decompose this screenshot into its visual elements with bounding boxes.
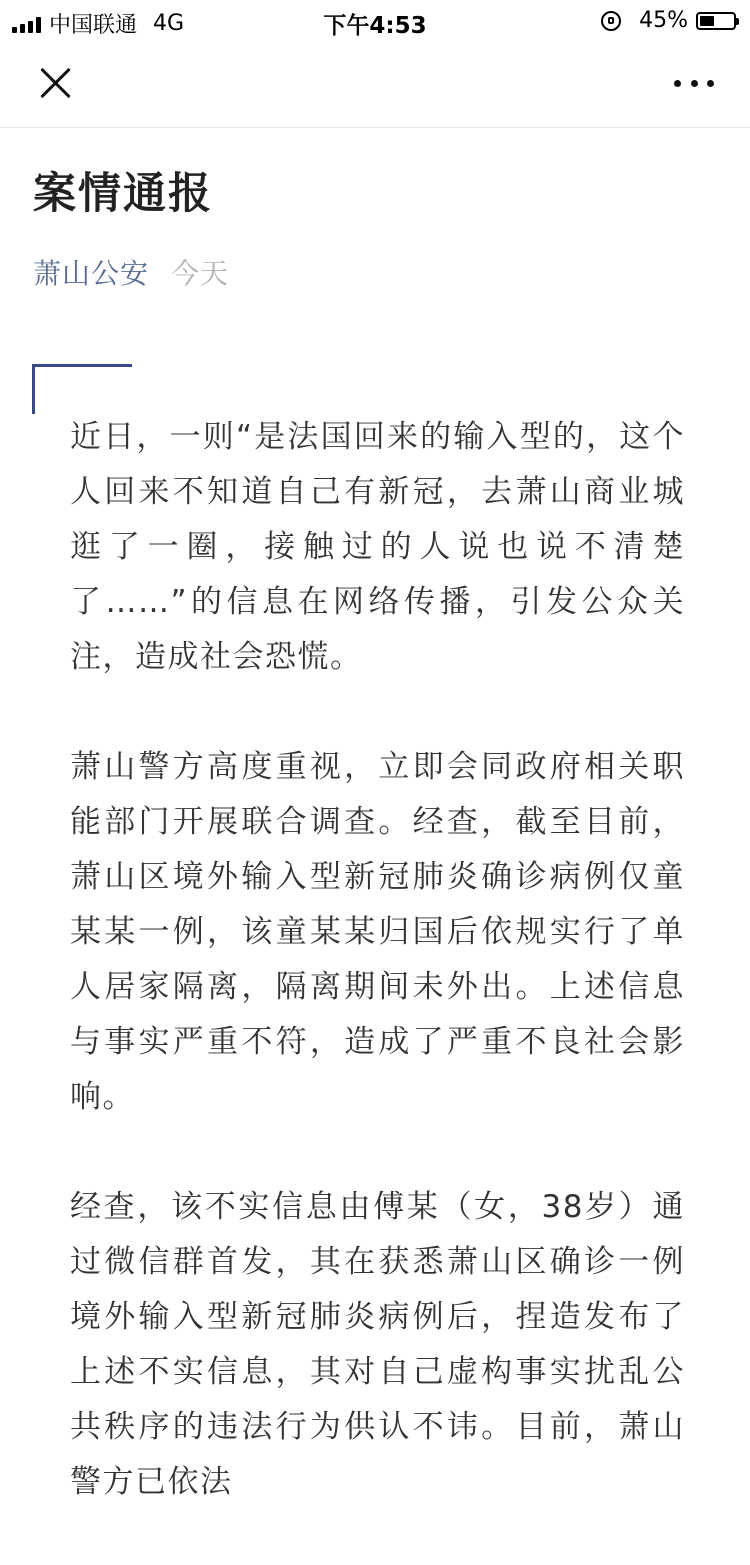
status-right: [601, 8, 736, 33]
decorative-corner-mark: [32, 364, 132, 414]
paragraph-1: 近日，一则“是法国回来的输入型的，这个人回来不知道自己有新冠，去萧山商业城逛了一圈，接触过的人说也说不清楚了……”的信息在网络传播，引发公众关注，造成社会恐慌。: [70, 419, 685, 675]
nav-bar: [0, 40, 750, 128]
article-meta: [33, 252, 229, 292]
more-icon[interactable]: [674, 78, 714, 88]
close-icon[interactable]: [38, 65, 74, 101]
account-name-link[interactable]: 萧山公安: [33, 257, 150, 290]
article-title: 案情通报: [33, 169, 213, 219]
publish-date: 今天: [171, 257, 230, 290]
article-body: [70, 410, 685, 1565]
battery-percent: 45%: [639, 8, 688, 33]
battery-fill: [700, 16, 714, 26]
rotation-lock-icon: [601, 11, 621, 31]
carrier-name: 中国联通: [49, 13, 138, 38]
status-time: 下午4:53: [323, 13, 427, 39]
network-type: 4G: [153, 11, 185, 36]
status-bar: [0, 0, 750, 40]
paragraph-3: 经查，该不实信息由傅某（女，38岁）通过微信群首发，其在获悉萧山区确诊一例境外输入型新冠肺炎病例后，捏造发布了上述不实信息，其对自己虚构事实扰乱公共秩序的违法行为供认不讳。目前，萧山警方已依法: [70, 1189, 685, 1500]
battery-icon: [696, 12, 736, 30]
paragraph-2: 萧山警方高度重视，立即会同政府相关职能部门开展联合调查。经查，截至目前，萧山区境外输入型新冠肺炎确诊病例仅童某某一例，该童某某归国后依规实行了单人居家隔离，隔离期间未外出。上述信息与事实严重不符，造成了严重不良社会影响。: [70, 749, 685, 1115]
